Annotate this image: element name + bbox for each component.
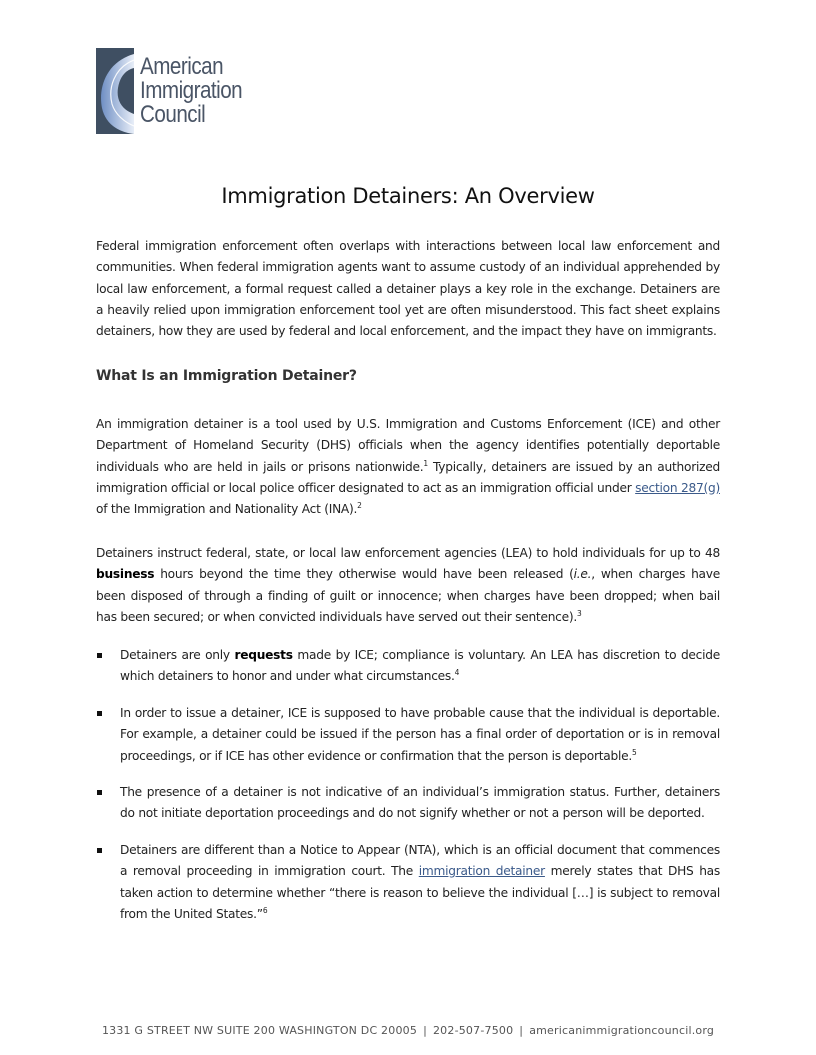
footer-address: 1331 G STREET NW SUITE 200 WASHINGTON DC 20005: [101, 1024, 418, 1037]
footnote-ref-2[interactable]: 2: [357, 501, 362, 511]
footnote-ref-3[interactable]: 3: [577, 608, 582, 618]
logo-line-2: Immigration: [140, 77, 243, 104]
definition-paragraph: An immigration detainer is a tool used by U.S. Immigration and Customs Enforcement (ICE) and other Department of Homeland Security (DHS) officials when the agency identifies potentially deportable individuals who are held in jails or prisons nationwide.$^1$ Typically, detainers are issued by an authorized immigration official or local police officer designated to act as an immigration official under section 287(g) of the Immigration and Nationality Act (INA).$^2$: [96, 417, 720, 517]
bullet-icon: [97, 790, 102, 795]
footnote-ref-5[interactable]: 5: [631, 747, 637, 757]
logo-wordmark: [140, 55, 242, 127]
section-heading: What Is an Immigration Detainer?: [96, 368, 357, 384]
footer-separator: |: [423, 1024, 427, 1037]
section-287g-link[interactable]: section 287(g): [635, 480, 720, 495]
footnote-ref-1[interactable]: 1: [423, 458, 428, 468]
page-title: Immigration Detainers: An Overview: [221, 184, 595, 208]
bullet-icon: [97, 848, 102, 853]
logo-swoosh-icon: [96, 48, 134, 134]
bullet-icon: [97, 653, 102, 658]
page-footer: [0, 1024, 816, 1037]
footer-phone: 202-507-7500: [432, 1024, 514, 1037]
footnote-ref-6[interactable]: 6: [262, 905, 268, 915]
organization-logo: [96, 48, 276, 136]
footer-website[interactable]: americanimmigrationcouncil.org: [529, 1024, 715, 1037]
footnote-ref-4[interactable]: 4: [454, 668, 460, 678]
logo-line-3: Council: [140, 101, 206, 128]
logo-line-1: American: [140, 53, 224, 80]
intro-paragraph: Federal immigration enforcement often overlaps with interactions between local law enforcement and communities. When federal immigration agents want to assume custody of an individual apprehended by local law enforcement, a formal request called a detainer plays a key role in the exchange. Detainers are a heavily relied upon immigration enforcement tool yet are often misunderstood. This fact sheet explains detainers, how they are used by federal and local enforcement, and the impact they have on immigrants.: [96, 239, 720, 339]
instruction-paragraph: Detainers instruct federal, state, or local law enforcement agencies (LEA) to hold individuals for up to 48 business hours beyond the time they otherwise would have been released (i.e., when charges have been disposed of through a finding of guilt or innocence; when charges have been dropped; when bail has been secured; or when convicted individuals have served out their sentence).$^3$: [96, 546, 720, 624]
footer-separator: |: [519, 1024, 524, 1037]
immigration-detainer-link[interactable]: immigration detainer: [418, 864, 545, 879]
bullet-icon: [97, 711, 102, 716]
